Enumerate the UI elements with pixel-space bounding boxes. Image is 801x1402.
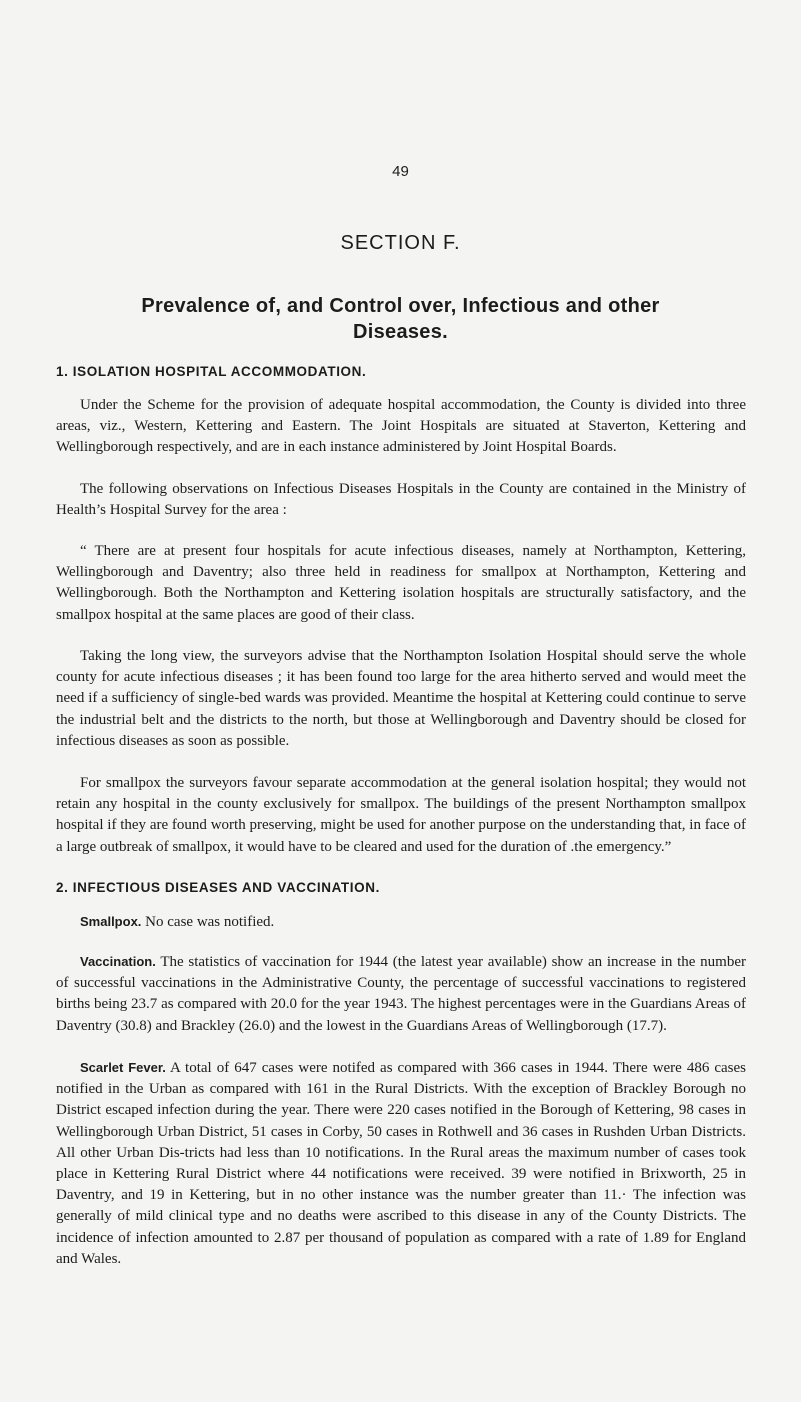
main-title-line-1: Prevalence of, and Control over, Infectious and other	[141, 295, 660, 317]
heading-infectious-diseases: 2. INFECTIOUS DISEASES AND VACCINATION.	[56, 880, 380, 895]
paragraph-scarlet-fever	[56, 1057, 746, 1270]
paragraph-quote-long-view: Taking the long view, the surveyors advise that the Northampton Isolation Hospital should serve the whole county for acute infectious diseases ; it has been found too large for the area hitherto served and would meet the need if a sufficiency of single-bed wards was provided. Meantime the hospital at Kettering could continue to serve the industrial belt and the districts to the north, but those at Wellingborough and Daventry should be closed for infectious diseases as soon as possible.	[56, 648, 746, 749]
smallpox-text: No case was notified.	[141, 914, 275, 930]
vaccination-text: The statistics of vaccination for 1944 (the latest year available) show an increase in the number of successful vaccinations in the Administrative County, the percentage of successful vaccinations to registered births being 23.7 as compared with 20.0 for the year 1943. The highest percentages were in the Guardians Areas of Daventry (30.8) and Brackley (26.0) and the lowest in the Guardians Areas of Wellingborough (17.7).	[56, 954, 746, 1034]
paragraph-vaccination	[56, 951, 746, 1037]
scarlet-fever-text: A total of 647 cases were notifed as compared with 366 cases in 1944. There were 486 cases notified in the Urban as compared with 161 in the Rural Districts. With the exception of Brackley Borough no District escaped infection during the year. There were 220 cases notified in the Borough of Kettering, 98 cases in Wellingborough Urban District, 51 cases in Corby, 50 cases in Rothwell and 36 cases in Rushden Urban Districts. All other Urban Dis-tricts had less than 10 notifications. In the Rural areas the maximum number of cases took place in Kettering Rural District where 44 notifications were received. 39 were notified in Brixworth, 25 in Daventry, and 19 in Kettering, but in no other instance was the number greater than 11.· The infection was generally of mild clinical type and no deaths were ascribed to this disease in any of the County Districts. The incidence of infection amounted to 2.87 per thousand of population as compared with a rate of 1.89 for England and Wales.	[56, 1060, 747, 1267]
main-title	[60, 293, 741, 345]
paragraph-quote-smallpox: For smallpox the surveyors favour separate accommodation at the general isolation hospital; they would not retain any hospital in the county exclusively for smallpox. The buildings of the present Northampton smallpox hospital if they are found worth preserving, might be used for another purpose on the understanding that, in face of a large outbreak of smallpox, it would have to be cleared and used for the duration of .the emergency.”	[56, 775, 746, 855]
paragraph-quote-hospitals: “ There are at present four hospitals for acute infectious diseases, namely at Northampton, Kettering, Wellingborough and Daventry; also three held in readiness for smallpox at Northampton, Kettering and Wellingborough. Both the Northampton and Kettering isolation hospitals are structurally satisfactory, and the smallpox hospital at the same places are good of their class.	[56, 543, 746, 623]
heading-isolation-hospital: 1. ISOLATION HOSPITAL ACCOMMODATION.	[56, 364, 367, 379]
section-title: SECTION F.	[340, 232, 461, 254]
paragraph-smallpox	[56, 911, 746, 933]
paragraph-scheme: Under the Scheme for the provision of adequate hospital accommodation, the County is divided into three areas, viz., Western, Kettering and Eastern. The Joint Hospitals are situated at Staverton, Kettering and Wellingborough respectively, and are in each instance administered by Joint Hospital Boards.	[56, 397, 746, 456]
vaccination-label: Vaccination.	[80, 954, 156, 969]
main-title-line-2: Diseases.	[353, 321, 448, 343]
smallpox-label: Smallpox.	[80, 914, 142, 929]
page-number: 49	[392, 163, 409, 180]
paragraph-observations: The following observations on Infectious Diseases Hospitals in the County are contained in the Ministry of Health’s Hospital Survey for the area :	[56, 481, 746, 519]
scarlet-fever-label: Scarlet Fever.	[80, 1060, 166, 1075]
